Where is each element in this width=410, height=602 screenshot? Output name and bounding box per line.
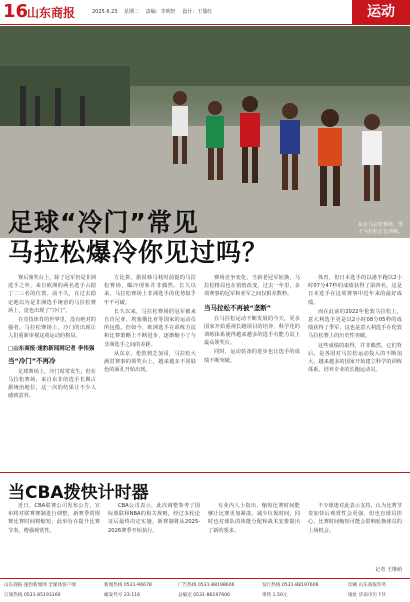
headline-line-2: 马拉松爆冷你见过吗？ xyxy=(8,238,269,267)
story2-column-3 xyxy=(208,502,300,536)
story2-column-4 xyxy=(308,502,402,536)
story-headline xyxy=(8,208,268,268)
subhead: 当马拉松不再被“垄断” xyxy=(204,303,272,312)
page-number: 16 xyxy=(3,1,29,22)
paragraph: 长久以来，马拉松赛场的冠军被来自肯尼亚、埃塞俄比亚等国家的运动员所包揽。但如今，欧洲选手在训练方法和比赛策略上不断进步，逐渐缩小了与非洲选手之间的差距。 xyxy=(104,308,196,348)
paragraph: 而在此前的2022年伦敦马拉松上，意大利选手更是以2小时08分05秒的成绩获得了季军，这也是意大利选手在伦敦马拉松赛上的历史性突破。 xyxy=(308,308,402,340)
marathon-photo xyxy=(0,26,410,238)
paragraph: 赛场竞争变化，当新老冠军轮换，马拉松格局也在悄悄改变。过去一年里，多项赛事的冠军和亚军之间仅相差数秒。 xyxy=(204,275,300,298)
editor-credit: 责编：李明轩 xyxy=(145,9,176,15)
footer-item: 地址 济南市历下区 xyxy=(348,593,387,598)
paragraph: 这些成绩的取得，并非偶然。它们背后，是各国对马拉松运动投入的不断加大，越来越多的国家开始建立科学的训练体系，培养专业的长跑运动员。 xyxy=(308,342,402,374)
issue-date: 2025.6.23 xyxy=(92,9,118,15)
paragraph: 方比拼。据说韩马耗时前提的马拉松赛场，曝冷现象并非偶然。长久以来，马拉松赛场上非洲选手的优势似乎牢不可破。 xyxy=(104,275,196,306)
paragraph: 体育，但日本选手的以港半跑以2小时07分47秒的成绩获得了第四名，这是日本选手在这项赛事中近年来的最好成绩。 xyxy=(308,275,402,306)
paragraph: 在竞技体育的世界里，没有绝对的强者。马拉松赛场上，冷门的出现让人们重新审视这项运动的格局。 xyxy=(8,317,96,340)
headline-line-1: 足球“冷门”常见 xyxy=(8,208,199,237)
footer-item: 零售 1.50元 xyxy=(262,593,288,598)
paragraph: 足球赛场上，冷门时常发生，但在马拉松赛场，来自东非的选手长期占据统治地位，这一次的结果让不少人感到意外。 xyxy=(8,368,96,400)
header-meta xyxy=(92,8,217,15)
byline: □山东商报·速豹新闻网记者 李伟强 xyxy=(8,345,95,352)
paragraph: 从东京、伦敦到芝加哥，马拉松大满贯赛事的领奖台上，越来越多不同肤色的面孔开始出现。 xyxy=(104,350,196,374)
designer-credit: 设计：王瑞红 xyxy=(182,9,213,15)
issue-weekday: 星期二 xyxy=(124,9,140,15)
footer-item: 山东商报·速豹新闻网 全媒体客户端 xyxy=(4,583,76,588)
paragraph: 在马拉松运动不断发展的今天，更多国家开始重视长跑项目的培养，科学化的训练体系使得越来越多的选手有能力站上最高领奖台。 xyxy=(204,315,300,347)
paragraph: CBA公司表示，此次调整参考了国际篮联和NBA的相关规则，经过多轮论证后最终决定实施。新赛制将从2025-2026赛季开始执行。 xyxy=(108,503,200,534)
footer-item: 邮发代号 23-116 xyxy=(104,593,141,598)
paragraph: 有业内人士指出，缩短比赛时间能够让比赛更加紧凑，减少垃圾时间，同时也对球队的体能分配和战术安排提出了新的要求。 xyxy=(208,503,300,534)
footer-divider xyxy=(0,578,410,579)
subhead: 当“冷门”不再冷 xyxy=(8,356,56,365)
footer-item: 广告热线 0531-88198606 xyxy=(178,583,235,588)
page-header xyxy=(0,0,410,25)
marathon-runners-illustration xyxy=(0,26,410,238)
footer-item: 总编室 0531-86197606 xyxy=(178,593,230,598)
photo-caption: 东京马拉松赛场，男子马拉松正在冲刺。 xyxy=(358,222,404,235)
paragraph: 赛后颁奖台上，除了冠军仍是非洲选手之外，来自欧洲的两名选手占据了二三名的位置。前不久，在过去稳定地以为是非洲选手统治的马拉松赛场上，竟也出现了“冷门”。 xyxy=(8,275,96,314)
story-column-1 xyxy=(8,274,96,401)
footer-item: 订阅热线 0531-85193160 xyxy=(4,593,61,598)
story2-reporter: 记者 王继萌 xyxy=(375,567,402,573)
story2-column-1 xyxy=(8,502,100,536)
paragraph: 近日，CBA联赛公司发布公告，宣布将对联赛赛制进行调整，新赛季常规赛比赛时间将缩短，此举旨在提升比赛节奏，增强观赏性。 xyxy=(8,503,100,534)
section-tag: 运动 xyxy=(352,0,410,24)
story-divider xyxy=(0,472,410,473)
footer-item: 印刷 山东商报印务 xyxy=(348,583,387,588)
paragraph: 同时，运动装备的进步也让选手的成绩不断突破。 xyxy=(204,349,300,364)
story2-headline: 当CBA拨快计时器 xyxy=(8,483,149,503)
story-column-4 xyxy=(308,274,402,375)
paper-name: 山东商报 xyxy=(27,6,76,20)
paragraph: 不少球迷对此表示支持，认为比赛节奏加快后观赏性会更强。但也有球员担心，比赛时间缩短可能会影响轮换球员的上场机会。 xyxy=(308,503,402,534)
footer-item: 发行热线 0531-88197606 xyxy=(262,583,319,588)
story-column-3 xyxy=(204,274,300,366)
story2-column-2 xyxy=(108,502,200,536)
story-column-2 xyxy=(104,274,196,375)
footer-item: 新闻热线 0531-96678 xyxy=(104,583,152,588)
